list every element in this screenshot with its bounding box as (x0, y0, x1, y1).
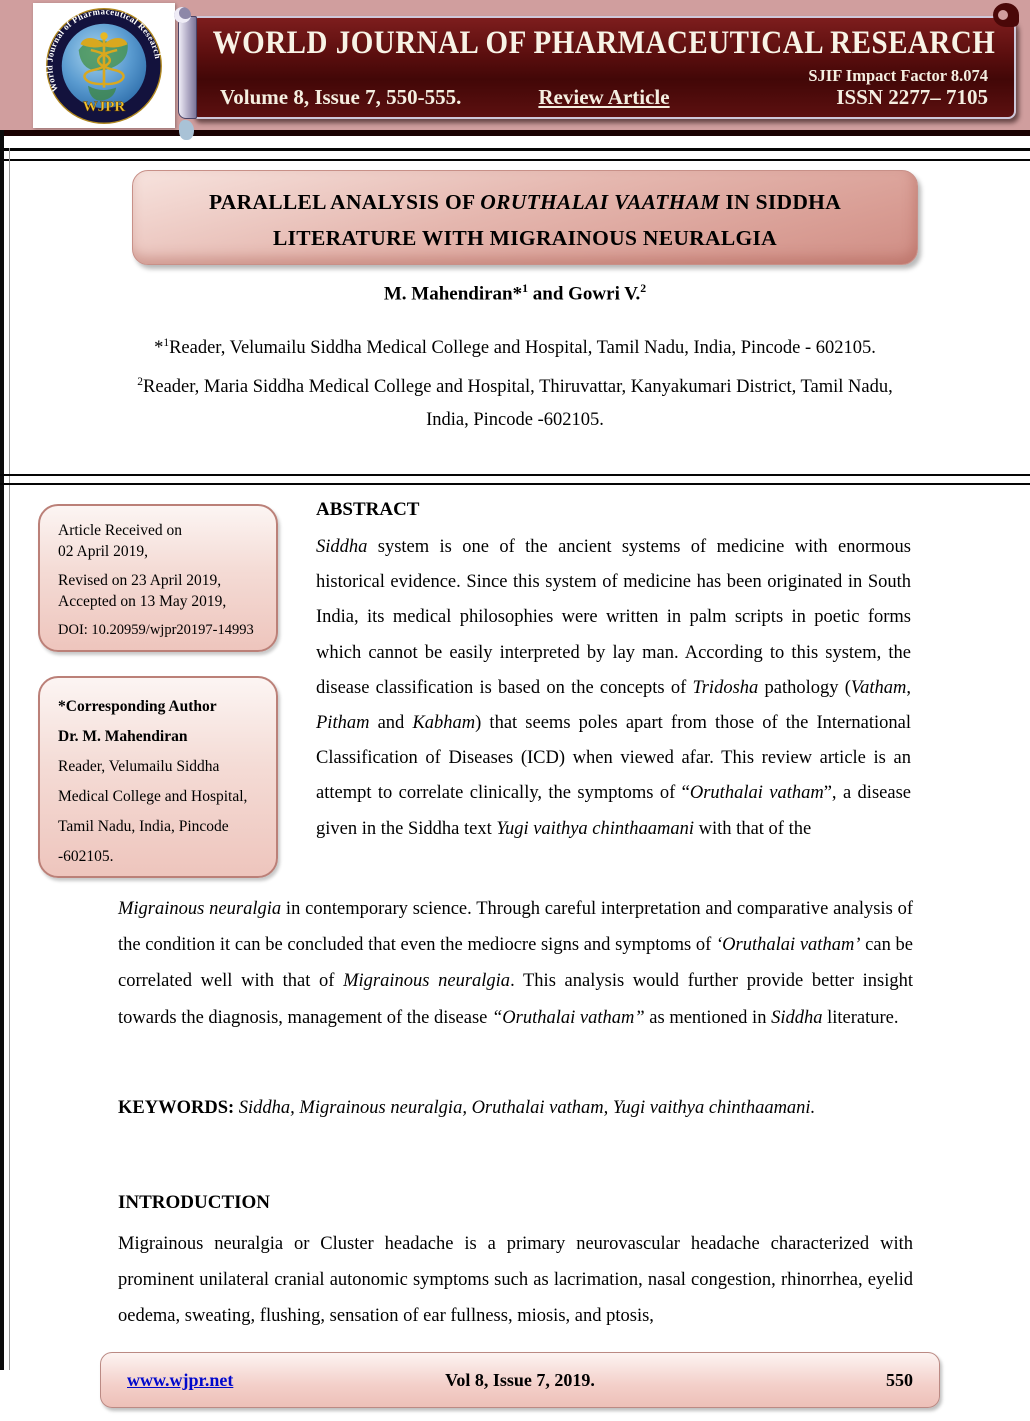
journal-title: WORLD JOURNAL OF PHARMACEUTICAL RESEARCH (212, 25, 996, 61)
affiliations-block (115, 327, 915, 438)
abstract-heading: ABSTRACT (316, 499, 420, 520)
volume-info: Volume 8, Issue 7, 550-555. (220, 85, 462, 109)
received-date: 02 April 2019, (58, 543, 148, 560)
corresponding-author-address: Reader, Velumailu Siddha Medical College and Hospital, Tamil Nadu, India, Pincode -602105. (58, 758, 248, 865)
logo-acronym: WJPR (82, 98, 126, 115)
abstract-continuation: Migrainous neuralgia in contemporary science. Through careful interpretation and comparative analysis of the condition it can be concluded that even the mediocre signs and symptoms of ‘Oruthalai vatham’ can be correlated well with that of Migrainous neuralgia. This analysis would further provide better insight towards the diagnosis, management of the disease “Oruthalai vatham” as mentioned in Siddha literature. (118, 899, 914, 1028)
affiliation-divider-rule (0, 474, 1030, 485)
scroll-curl-bottom-icon (179, 120, 194, 140)
journal-banner (192, 16, 1016, 119)
corresponding-author-box (38, 676, 278, 878)
scan-edge-line (0, 130, 4, 1370)
accepted-date: Accepted on 13 May 2019, (58, 593, 227, 610)
abstract-section (316, 499, 911, 847)
article-title-line1: PARALLEL ANALYSIS OF ORUTHALAI VAATHAM IN SIDDHA (208, 190, 842, 214)
issn-number: ISSN 2277– 7105 (836, 85, 988, 109)
introduction-heading: INTRODUCTION (118, 1192, 271, 1213)
affiliation-2: $^2$Reader, Maria Siddha Medical College and Hospital, Thiruvattar, Kanyakumari District, Tamil Nadu, India, Pincode -602105. (137, 375, 893, 431)
footer-bar (100, 1352, 940, 1408)
scroll-curl-topright-icon (993, 3, 1019, 27)
article-type-link[interactable]: Review Article (538, 85, 670, 109)
page-number: 550 (886, 1369, 913, 1390)
article-title-line2: LITERATURE WITH MIGRAINOUS NEURALGIA (273, 226, 777, 250)
footer-volume: Vol 8, Issue 7, 2019. (445, 1369, 595, 1390)
scroll-curl-top-icon (174, 7, 191, 23)
website-link[interactable]: www.wjpr.net (127, 1369, 234, 1390)
corresponding-author-name: Dr. M. Mahendiran (58, 728, 188, 745)
article-title-box (132, 170, 918, 265)
journal-seal-icon (41, 5, 167, 127)
page-border-line (9, 148, 10, 1370)
corresponding-author-heading: *Corresponding Author (58, 698, 217, 715)
article-info-box (38, 504, 278, 652)
header-shadow-line (0, 130, 1030, 136)
introduction-body: Migrainous neuralgia or Cluster headache is a primary neurovascular headache characterized with prominent unilateral cranial autonomic symptoms such as lacrimation, nasal congestion, rhinorrhea, eyelid oedema, sweating, flushing, sensation of ear fullness, miosis, and ptosis, (118, 1234, 913, 1327)
doi-text: DOI: 10.20959/wjpr20197-14993 (58, 622, 254, 638)
affiliation-1: *$^1$Reader, Velumailu Siddha Medical College and Hospital, Tamil Nadu, India, Pincode - 602105. (154, 337, 876, 359)
authors-line: M. Mahendiran*$^1$ and Gowri V.$^2$ (383, 282, 647, 305)
abstract-body: Siddha system is one of the ancient systems of medicine with enormous historical evidence. Since this system of medicine has been originated in South India, its medical philosophies were written in palm scripts in poetic forms which cannot be easily interpreted by lay man. According to this system, the disease classification is based on the concepts of Tridosha pathology (Vatham, Pitham and Kabham) that seems poles apart from those of the International Classification of Diseases (ICD) when viewed afar. This review article is an attempt to correlate clinically, the symptoms of “Oruthalai vatham”, a disease given in the Siddha text Yugi vaithya chinthaamani with that of the (316, 537, 911, 839)
journal-logo (33, 3, 175, 128)
keywords-paragraph: KEYWORDS: Siddha, Migrainous neuralgia, Oruthalai vatham, Yugi vaithya chinthaamani. (118, 1098, 816, 1118)
header-divider-rule (0, 148, 1030, 161)
received-label: Article Received on (58, 522, 182, 539)
logo-ring-text: World Journal of Pharmaceutical Research (44, 5, 164, 93)
revised-date: Revised on 23 April 2019, (58, 572, 222, 589)
impact-factor: SJIF Impact Factor 8.074 (808, 66, 988, 85)
